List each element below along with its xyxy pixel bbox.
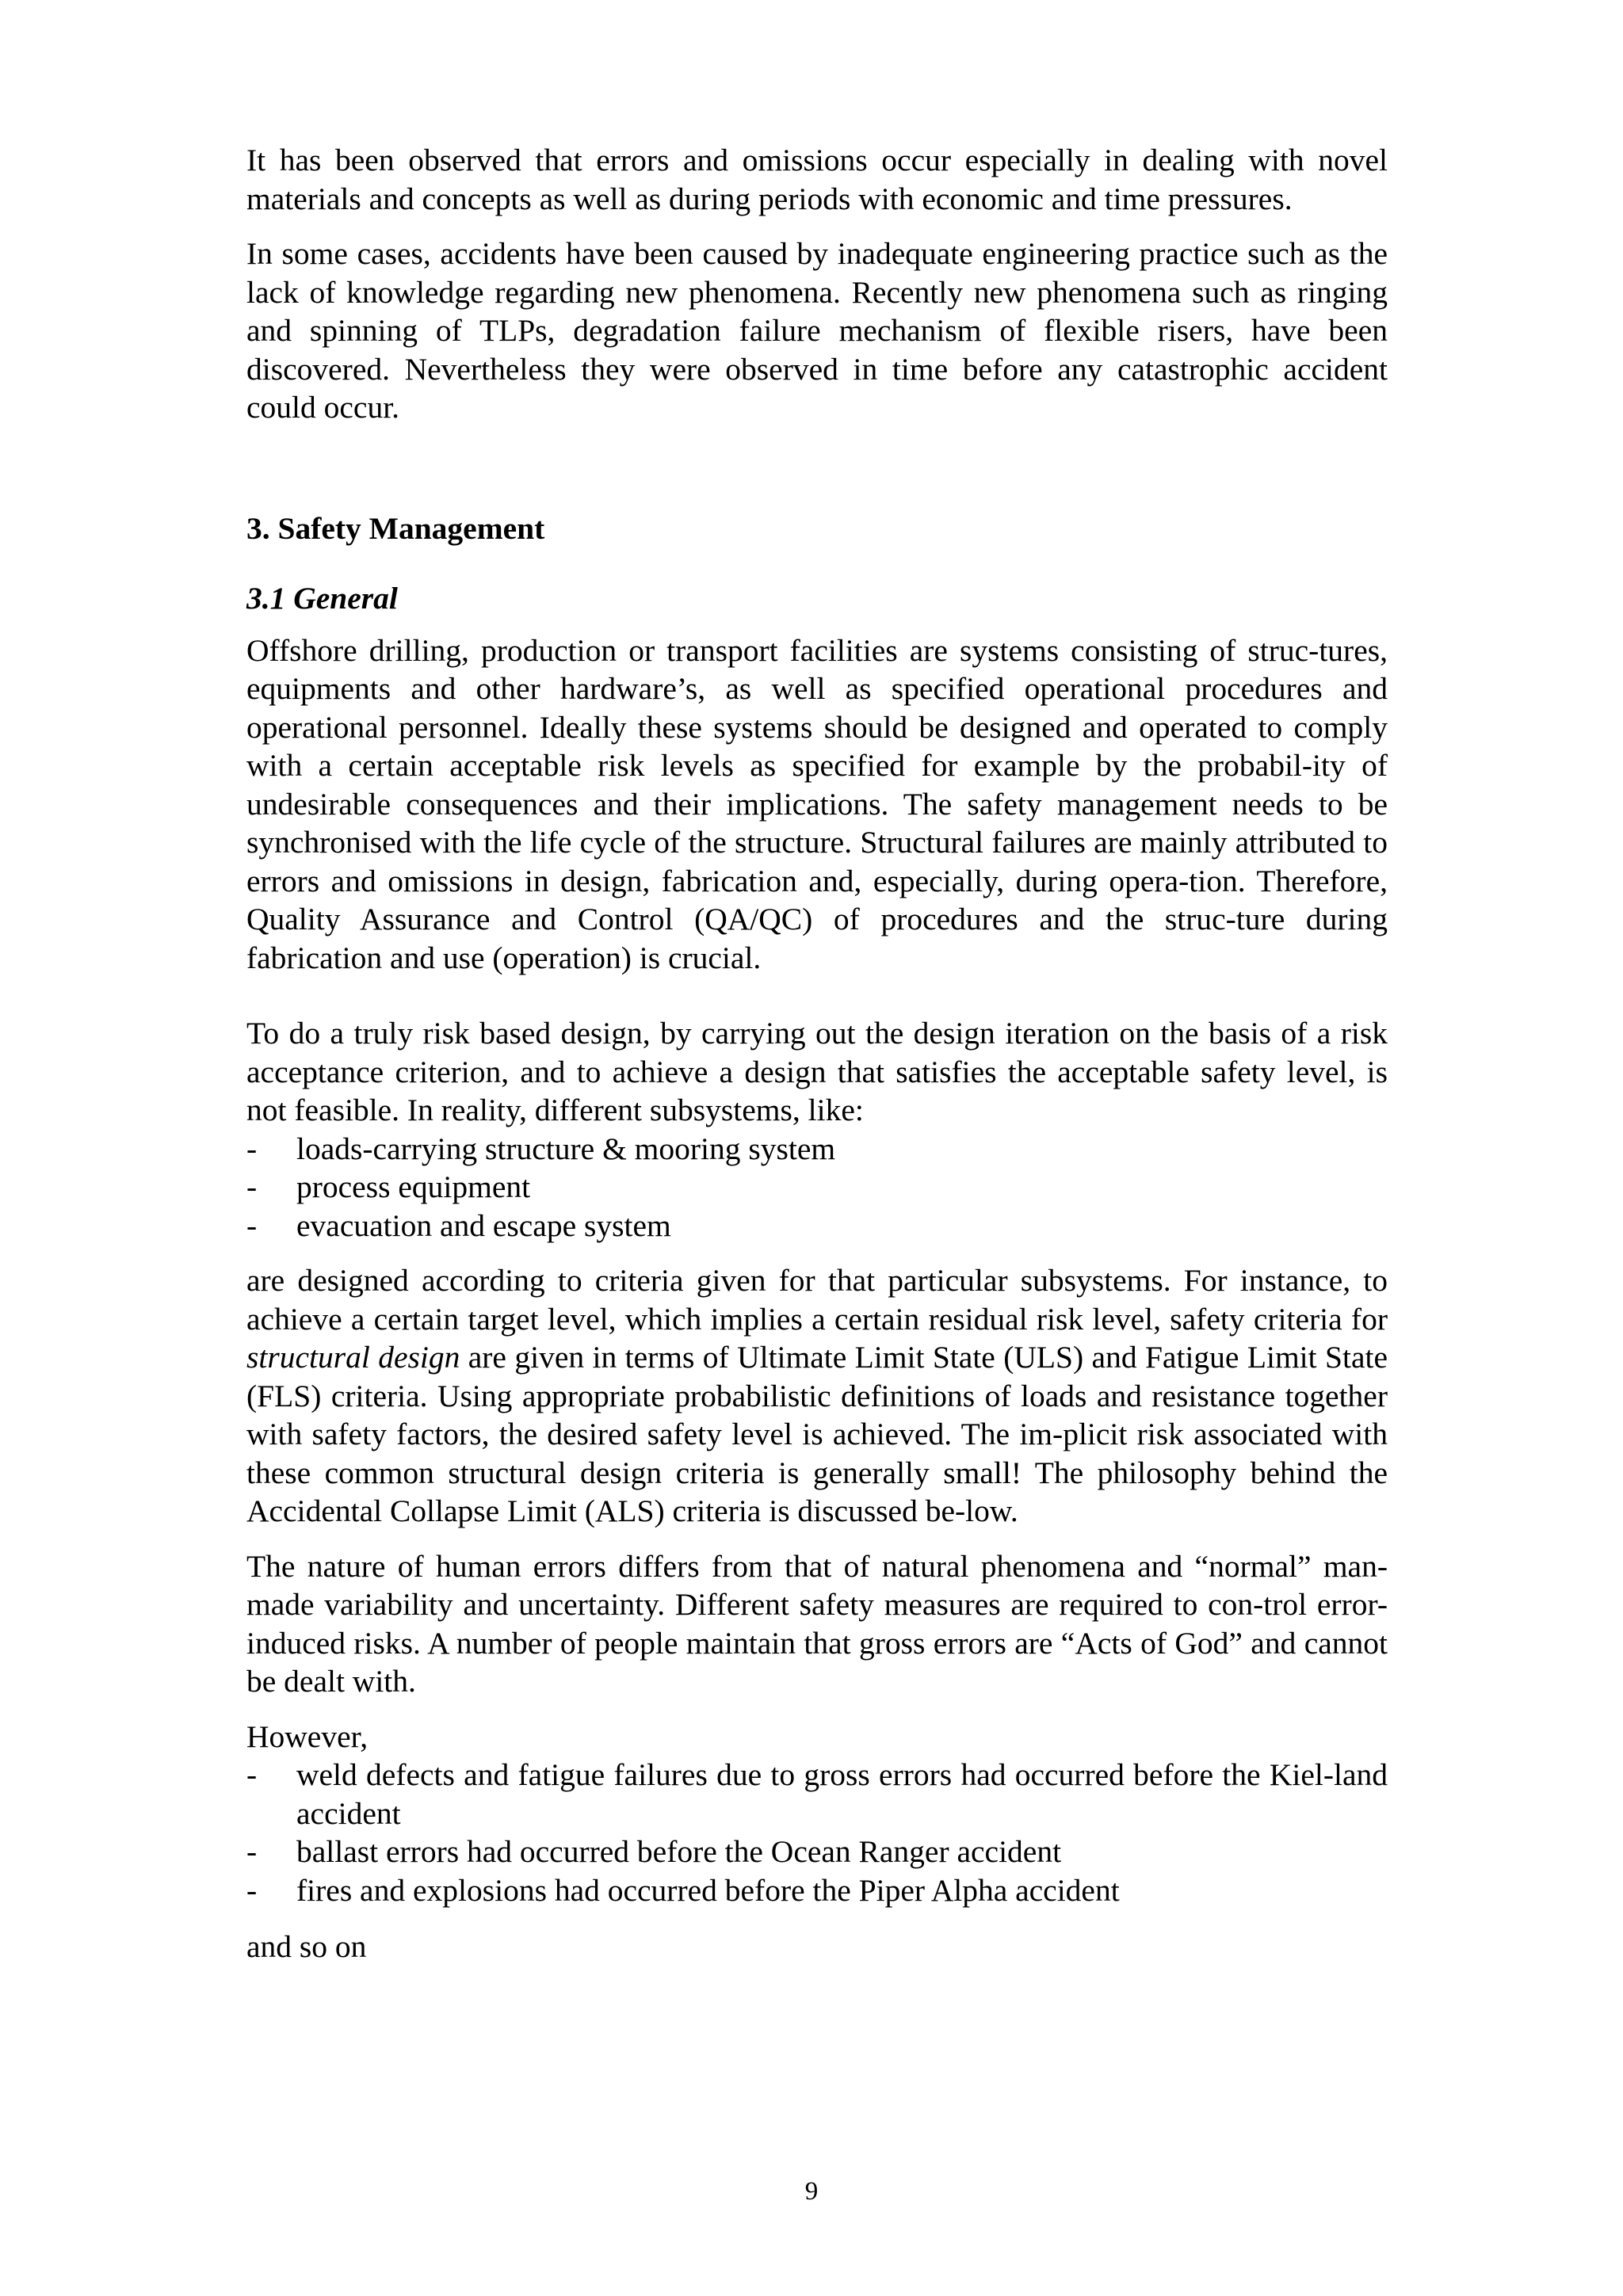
paragraph-3-italic: structural design <box>246 1340 460 1375</box>
list-dash: - <box>246 1872 258 1908</box>
list-item <box>246 1130 1388 1169</box>
list-item-text: ballast errors had occurred before the Ocean Ranger accident <box>296 1834 1062 1869</box>
subsection-heading: 3.1 General <box>246 581 398 616</box>
list-item-text: fires and explosions had occurred before the Piper Alpha accident <box>296 1872 1120 1908</box>
general-paragraph-3 <box>246 1261 1388 1531</box>
list-dash: - <box>246 1207 258 1243</box>
section-heading: 3. Safety Management <box>246 510 545 546</box>
general-paragraph-6: and so on <box>246 1929 367 1964</box>
general-paragraph-1: Offshore drilling, production or transport facilities are systems consisting of struc-tures, equipments and other hardware’s, as well as specified operational procedures and operational personnel. Ideally these systems should be designed and operated to comply with a certain acceptable risk levels as specified for example by the probabil-ity of undesirable consequences and their implications. The safety management needs to be synchronised with the life cycle of the structure. Structural failures are mainly attributed to errors and omissions in design, fabrication and, especially, during opera-tion. Therefore, Quality Assurance and Control (QA/QC) of procedures and the struc-ture during fabrication and use (operation) is crucial. <box>246 632 1388 975</box>
intro-paragraph-2: In some cases, accidents have been caused by inadequate engineering practice such as the lack of knowledge regarding new phenomena. Recently new phenomena such as ringing and spinning of TLPs, degradation failure mechanism of flexible risers, have been discovered. Nevertheless they were observed in time before any catastrophic accident could occur. <box>246 236 1388 425</box>
list-item <box>246 1756 1388 1833</box>
page-number: 9 <box>804 2177 819 2206</box>
intro-paragraph-1: It has been observed that errors and omissions occur especially in dealing with novel materials and concepts as well as during periods with economic and time pressures. <box>246 143 1388 216</box>
list-item <box>246 1871 1388 1910</box>
list-dash: - <box>246 1834 258 1869</box>
paragraph-3-end: are given in terms of Ultimate Limit State (ULS) and Fatigue Limit State (FLS) criteria. Using appropriate probabilistic definitions of loads and resistance together with safety factors, the desired safety level is achieved. The im-plicit risk associated with these common structural design criteria is generally small! The philosophy behind the Accidental Collapse Limit (ALS) criteria is discussed be-low. <box>246 1340 1388 1528</box>
list-item-text: weld defects and fatigue failures due to gross errors had occurred before the Kiel-land accident <box>296 1757 1388 1831</box>
list-item <box>246 1168 1388 1207</box>
page-body <box>246 141 1388 1966</box>
list-dash: - <box>246 1757 258 1792</box>
list-item-text: evacuation and escape system <box>296 1207 671 1243</box>
general-paragraph-4: The nature of human errors differs from that of natural phenomena and “normal” man-made variability and uncertainty. Different safety measures are required to con-trol error-induced risks. A number of people maintain that gross errors are “Acts of God” and cannot be dealt with. <box>246 1548 1388 1699</box>
list-dash: - <box>246 1169 258 1204</box>
general-paragraph-2: To do a truly risk based design, by carrying out the design iteration on the basis of a risk acceptance criterion, and to achieve a design that satisfies the acceptable safety level, is not feasible. In reality, different subsystems, like: <box>246 1016 1388 1127</box>
list-dash: - <box>246 1131 258 1166</box>
accidents-list <box>246 1756 1388 1909</box>
list-item-text: loads-carrying structure & mooring system <box>296 1131 836 1166</box>
list-item-text: process equipment <box>296 1169 531 1204</box>
list-item <box>246 1207 1388 1245</box>
paragraph-3-start: are designed according to criteria given for that particular subsystems. For instance, to achieve a certain target level, which implies a certain residual risk level, safety criteria for <box>246 1263 1388 1337</box>
general-paragraph-5: However, <box>246 1718 369 1754</box>
subsystems-list <box>246 1130 1388 1245</box>
list-item <box>246 1833 1388 1871</box>
